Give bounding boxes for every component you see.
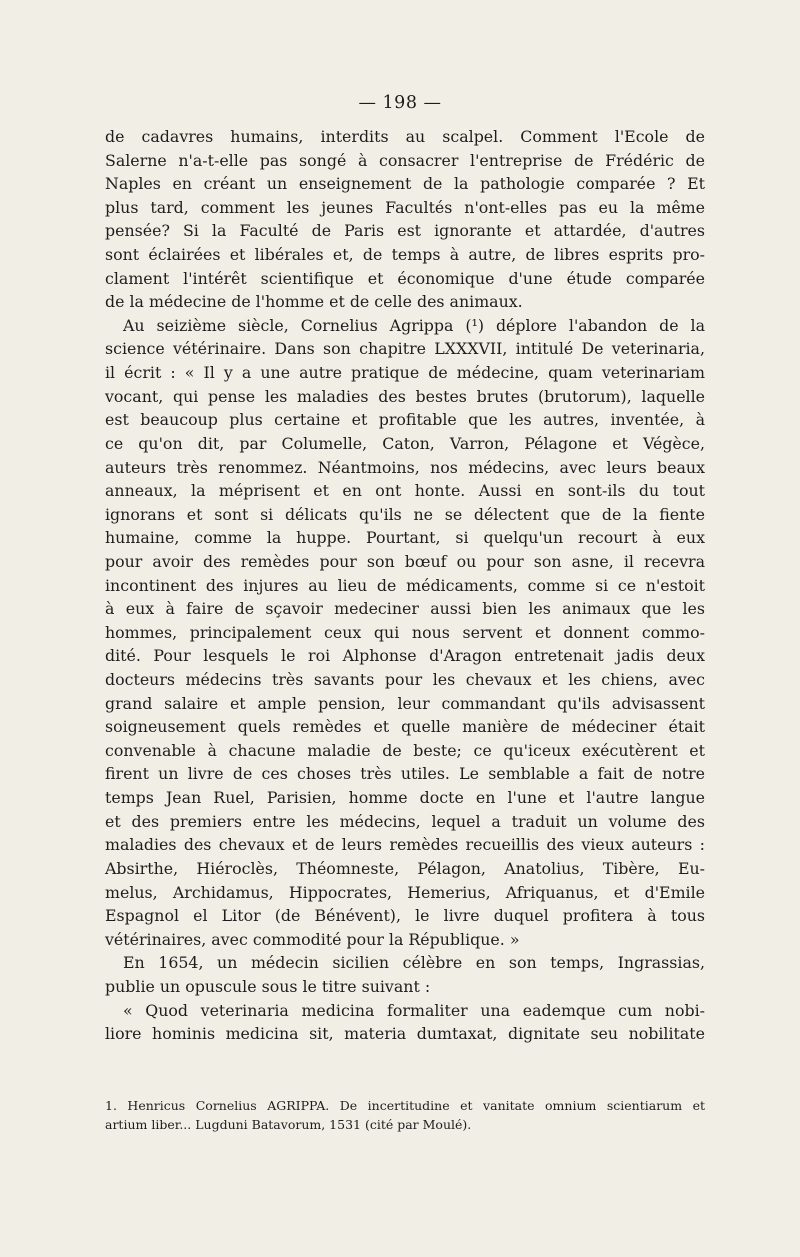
footnote <box>105 1096 705 1134</box>
text-line: hommes, principalement ceux qui nous servent et donnent commo- <box>105 622 705 642</box>
text-line: publie un opuscule sous le titre suivant : <box>105 976 431 996</box>
text-line: anneaux, la méprisent et en ont honte. Aussi en sont-ils du tout <box>105 481 705 501</box>
text-line: temps Jean Ruel, Parisien, homme docte en l'une et l'autre langue <box>105 788 705 808</box>
text-line: à eux à faire de sçavoir medeciner aussi bien les animaux que les <box>105 599 705 619</box>
text-line: science vétérinaire. Dans son chapitre LXXXVII, intitulé De veterinaria, <box>105 339 705 359</box>
text-line: clament l'intérêt scientifique et économique d'une étude comparée <box>105 268 705 288</box>
text-line: est beaucoup plus certaine et profitable que les autres, inventée, à <box>105 410 705 430</box>
text-line: soigneusement quels remèdes et quelle manière de médeciner était <box>105 717 705 737</box>
text-line: maladies des chevaux et de leurs remèdes recueillis des vieux auteurs : <box>105 835 705 855</box>
text-line: sont éclairées et libérales et, de temps à autre, de libres esprits pro- <box>105 245 705 265</box>
text-line: En 1654, un médecin sicilien célèbre en son temps, Ingrassias, <box>123 953 705 973</box>
text-line: convenable à chacune maladie de beste; ce qu'iceux exécutèrent et <box>105 740 705 760</box>
text-line: docteurs médecins très savants pour les chevaux et les chiens, avec <box>105 670 705 690</box>
text-line: Espagnol el Litor (de Bénévent), le livre duquel profitera à tous <box>105 906 705 926</box>
footnote-line: artium liber... Lugduni Batavorum, 1531 (cité par Moulé). <box>105 1117 472 1132</box>
text-line: liore hominis medicina sit, materia dumtaxat, dignitate seu nobilitate <box>105 1024 705 1044</box>
text-line: auteurs très renommez. Néantmoins, nos médecins, avec leurs beaux <box>105 457 705 477</box>
text-line: firent un livre de ces choses très utiles. Le semblable a fait de notre <box>105 764 705 784</box>
page-number: — 198 — <box>358 93 442 113</box>
body-text <box>105 125 705 1046</box>
text-line: plus tard, comment les jeunes Facultés n'ont-elles pas eu la même <box>105 197 705 217</box>
text-line: Au seizième siècle, Cornelius Agrippa (¹) déplore l'abandon de la <box>123 315 705 335</box>
text-line: vocant, qui pense les maladies des bestes brutes (brutorum), laquelle <box>105 386 705 406</box>
text-line: pensée? Si la Faculté de Paris est ignorante et attardée, d'autres <box>105 221 705 241</box>
text-line: ce qu'on dit, par Columelle, Caton, Varron, Pélagone et Végèce, <box>105 433 705 453</box>
text-line: incontinent des injures au lieu de médicaments, comme si ce n'estoit <box>105 575 705 595</box>
text-line: humaine, comme la huppe. Pourtant, si quelqu'un recourt à eux <box>105 528 705 548</box>
text-line: pour avoir des remèdes pour son bœuf ou pour son asne, il recevra <box>105 551 705 571</box>
text-line: melus, Archidamus, Hippocrates, Hemerius, Afriquanus, et d'Emile <box>105 882 705 902</box>
text-line: Salerne n'a-t-elle pas songé à consacrer l'entreprise de Frédéric de <box>105 150 705 170</box>
text-line: Absirthe, Hiéroclès, Théomneste, Pélagon, Anatolius, Tibère, Eu- <box>105 858 705 878</box>
text-line: de la médecine de l'homme et de celle des animaux. <box>105 292 523 312</box>
text-line: et des premiers entre les médecins, lequel a traduit un volume des <box>105 811 705 831</box>
text-line: ignorans et sont si délicats qu'ils ne se délectent que de la fiente <box>105 504 705 524</box>
text-line: grand salaire et ample pension, leur commandant qu'ils advisassent <box>105 693 705 713</box>
text-line: « Quod veterinaria medicina formaliter una eademque cum nobi- <box>123 1000 705 1020</box>
text-line: de cadavres humains, interdits au scalpel. Comment l'Ecole de <box>105 127 705 146</box>
text-line: Naples en créant un enseignement de la pathologie comparée ? Et <box>105 174 705 194</box>
text-line: dité. Pour lesquels le roi Alphonse d'Aragon entretenait jadis deux <box>105 646 705 666</box>
footnote-line: 1. Henricus Cornelius AGRIPPA. De incertitudine et vanitate omnium scientiarum et <box>105 1098 705 1113</box>
text-line: vétérinaires, avec commodité pour la République. » <box>105 929 520 949</box>
text-line: il écrit : « Il y a une autre pratique de médecine, quam veterinariam <box>105 363 705 383</box>
